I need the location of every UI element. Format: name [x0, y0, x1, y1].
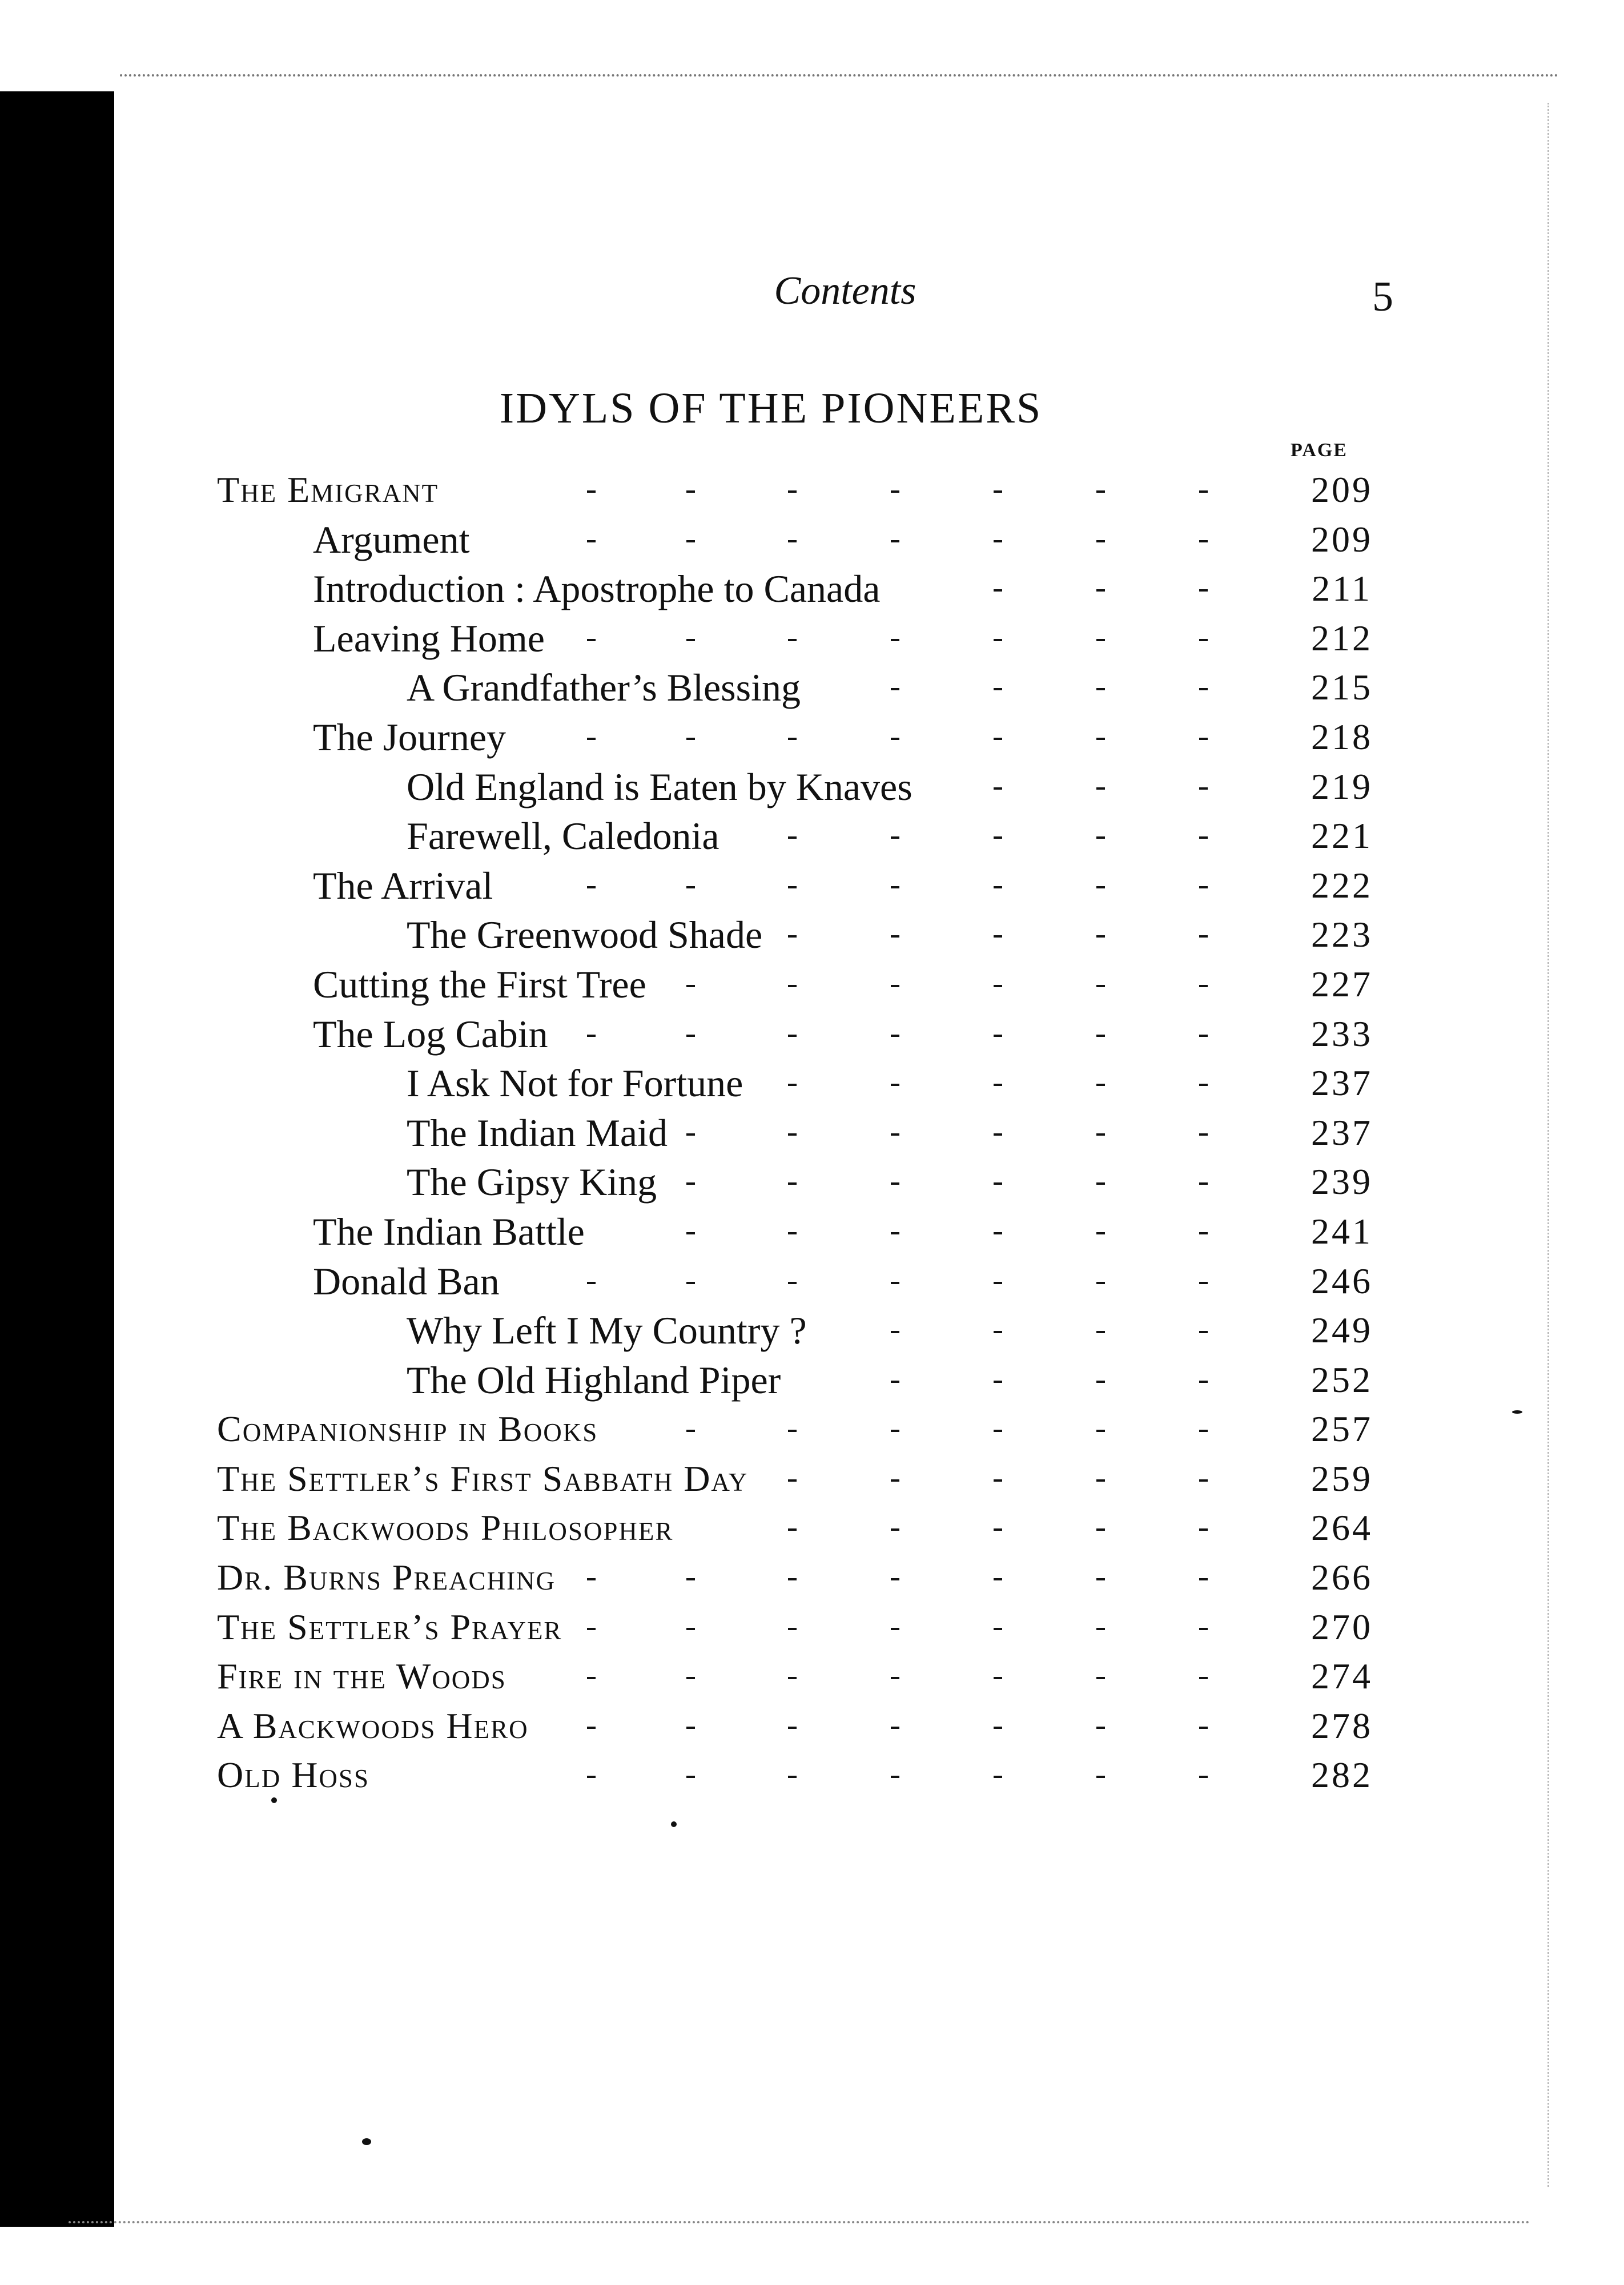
leader-dash	[1096, 1182, 1105, 1185]
leader-dash	[1199, 738, 1208, 740]
leader-dash	[1096, 1381, 1105, 1383]
scan-noise-bottom	[69, 2221, 1530, 2223]
leader-dash	[891, 1331, 899, 1333]
leader-dash	[1096, 639, 1105, 641]
leader-dash	[1096, 1628, 1105, 1630]
toc-entry	[0, 1108, 1624, 1158]
leader-dash	[1096, 688, 1105, 690]
toc-entry-title: The Journey	[313, 715, 507, 759]
toc-entry	[0, 1405, 1624, 1454]
leader-dash	[788, 1776, 797, 1778]
leader-dash	[1199, 1084, 1208, 1086]
leader-dash	[994, 490, 1002, 493]
toc-entry-title: Companionship in Books	[217, 1409, 598, 1450]
leader-dash	[788, 1628, 797, 1630]
toc-entry-page: 221	[1311, 815, 1373, 856]
leader-dash	[788, 1479, 797, 1482]
leader-dash	[788, 836, 797, 839]
leader-dash	[891, 1479, 899, 1482]
leader-dash	[1199, 886, 1208, 888]
leader-dash	[587, 1776, 596, 1778]
leader-dash	[788, 639, 797, 641]
leader-dash	[788, 1035, 797, 1037]
leader-dash	[1199, 787, 1208, 790]
leader-dash	[1199, 1430, 1208, 1432]
leader-dash	[994, 1430, 1002, 1432]
toc-entry	[0, 910, 1624, 960]
leader-dash	[1199, 639, 1208, 641]
leader-dash	[788, 985, 797, 987]
leader-dash	[891, 886, 899, 888]
toc-entry-title: I Ask Not for Fortune	[407, 1061, 743, 1105]
leader-dash	[891, 639, 899, 641]
leader-dash	[994, 787, 1002, 790]
toc-entry-page: 222	[1311, 864, 1373, 906]
toc-entry-page: 211	[1312, 568, 1372, 609]
leader-dash	[891, 1430, 899, 1432]
leader-dash	[891, 1232, 899, 1234]
leader-dash	[1199, 935, 1208, 938]
page-number: 5	[1372, 273, 1393, 320]
running-head: Contents	[774, 269, 916, 313]
leader-dash	[1199, 540, 1208, 542]
leader-dash	[686, 490, 695, 493]
leader-dash	[788, 738, 797, 740]
leader-dash	[587, 639, 596, 641]
toc-entry	[0, 861, 1624, 911]
leader-dash	[788, 1528, 797, 1531]
leader-dash	[891, 1776, 899, 1778]
leader-dash	[1096, 985, 1105, 987]
toc-entry	[0, 1454, 1624, 1504]
toc-entry	[0, 1603, 1624, 1652]
toc-entry-title: Argument	[313, 517, 470, 561]
toc-entry-title: Introduction : Apostrophe to Canada	[313, 567, 881, 611]
leader-dash	[1096, 1084, 1105, 1086]
leader-dash	[587, 1035, 596, 1037]
leader-dash	[1096, 1578, 1105, 1580]
ink-speck	[671, 1821, 677, 1827]
toc-entry-title: A Backwoods Hero	[217, 1705, 529, 1746]
leader-dash	[891, 1381, 899, 1383]
toc-entry-page: 227	[1311, 963, 1373, 1004]
leader-dash	[994, 886, 1002, 888]
leader-dash	[686, 738, 695, 740]
leader-dash	[891, 688, 899, 690]
leader-dash	[788, 1578, 797, 1580]
toc-entry	[0, 465, 1624, 515]
leader-dash	[686, 540, 695, 542]
leader-dash	[1199, 1528, 1208, 1531]
leader-dash	[1199, 836, 1208, 839]
leader-dash	[891, 540, 899, 542]
leader-dash	[891, 1133, 899, 1136]
leader-dash	[994, 1727, 1002, 1729]
toc-entry-title: The Settler’s Prayer	[217, 1606, 562, 1647]
leader-dash	[587, 886, 596, 888]
toc-entry-title: The Settler’s First Sabbath Day	[217, 1458, 749, 1499]
leader-dash	[891, 1084, 899, 1086]
leader-dash	[788, 1727, 797, 1729]
leader-dash	[1096, 589, 1105, 592]
leader-dash	[686, 1776, 695, 1778]
toc-entry-page: 209	[1311, 469, 1373, 510]
leader-dash	[587, 1727, 596, 1729]
leader-dash	[891, 1282, 899, 1284]
toc-entry-page: 223	[1311, 914, 1373, 955]
leader-dash	[686, 1578, 695, 1580]
toc-entry-title: The Greenwood Shade	[407, 913, 763, 957]
toc-entry-title: The Arrival	[313, 863, 493, 907]
leader-dash	[686, 1133, 695, 1136]
toc-entry	[0, 713, 1624, 762]
toc-entry-title: The Emigrant	[217, 469, 439, 510]
toc-entry-title: Fire in the Woods	[217, 1656, 507, 1697]
leader-dash	[1199, 1578, 1208, 1580]
leader-dash	[1096, 935, 1105, 938]
leader-dash	[891, 1035, 899, 1037]
toc-entry-title: The Log Cabin	[313, 1012, 548, 1056]
leader-dash	[1096, 1528, 1105, 1531]
toc-entry-page: 239	[1311, 1161, 1373, 1202]
leader-dash	[1199, 1479, 1208, 1482]
leader-dash	[1199, 1331, 1208, 1333]
leader-dash	[587, 490, 596, 493]
toc-entry-page: 259	[1311, 1458, 1373, 1499]
leader-dash	[891, 1628, 899, 1630]
leader-dash	[994, 540, 1002, 542]
leader-dash	[1199, 589, 1208, 592]
leader-dash	[1096, 1035, 1105, 1037]
leader-dash	[994, 1331, 1002, 1333]
leader-dash	[1199, 1677, 1208, 1679]
toc-entry-title: Donald Ban	[313, 1259, 500, 1303]
leader-dash	[994, 1677, 1002, 1679]
leader-dash	[994, 1282, 1002, 1284]
leader-dash	[788, 1232, 797, 1234]
leader-dash	[1199, 688, 1208, 690]
leader-dash	[686, 1035, 695, 1037]
leader-dash	[788, 540, 797, 542]
leader-dash	[1096, 836, 1105, 839]
toc-entry-title: The Gipsy King	[407, 1160, 657, 1204]
leader-dash	[1096, 1479, 1105, 1482]
toc-entry-title: Old England is Eaten by Knaves	[407, 765, 913, 808]
leader-dash	[1096, 540, 1105, 542]
leader-dash	[1096, 1727, 1105, 1729]
ink-speck	[362, 2138, 371, 2145]
leader-dash	[1096, 787, 1105, 790]
leader-dash	[686, 985, 695, 987]
leader-dash	[1199, 1628, 1208, 1630]
leader-dash	[1096, 738, 1105, 740]
leader-dash	[891, 1182, 899, 1185]
leader-dash	[788, 886, 797, 888]
toc-entry	[0, 1355, 1624, 1405]
toc-entry-page: 237	[1311, 1063, 1373, 1104]
toc-entry-page: 218	[1311, 716, 1373, 757]
leader-dash	[994, 1084, 1002, 1086]
leader-dash	[1199, 985, 1208, 987]
scan-noise-top	[120, 74, 1559, 77]
leader-dash	[587, 1282, 596, 1284]
leader-dash	[1199, 1282, 1208, 1284]
leader-dash	[994, 1035, 1002, 1037]
leader-dash	[994, 1479, 1002, 1482]
leader-dash	[994, 836, 1002, 839]
leader-dash	[994, 639, 1002, 641]
toc-entry-title: The Old Highland Piper	[407, 1358, 781, 1402]
leader-dash	[587, 1628, 596, 1630]
toc-entry	[0, 1157, 1624, 1207]
leader-dash	[891, 1578, 899, 1580]
leader-dash	[1199, 1727, 1208, 1729]
leader-dash	[587, 738, 596, 740]
leader-dash	[994, 1232, 1002, 1234]
toc-entry	[0, 811, 1624, 861]
toc-entry-page: 282	[1311, 1755, 1373, 1796]
leader-dash	[1096, 1232, 1105, 1234]
leader-dash	[1096, 1331, 1105, 1333]
toc-entry	[0, 1503, 1624, 1553]
leader-dash	[788, 1133, 797, 1136]
leader-dash	[1199, 1035, 1208, 1037]
toc-entry	[0, 564, 1624, 614]
page-column-label: PAGE	[1291, 440, 1348, 461]
toc-entry	[0, 1257, 1624, 1306]
leader-dash	[994, 985, 1002, 987]
toc-entry-page: 209	[1311, 518, 1373, 560]
leader-dash	[994, 688, 1002, 690]
leader-dash	[788, 935, 797, 938]
toc-entry-page: 270	[1311, 1606, 1373, 1647]
leader-dash	[994, 589, 1002, 592]
leader-dash	[891, 985, 899, 987]
toc-entry-page: 219	[1311, 766, 1373, 807]
toc-entry	[0, 614, 1624, 663]
toc-entry	[0, 515, 1624, 565]
leader-dash	[686, 1628, 695, 1630]
leader-dash	[891, 1727, 899, 1729]
toc-entry-title: Leaving Home	[313, 616, 545, 660]
leader-dash	[1199, 1232, 1208, 1234]
leader-dash	[1199, 1133, 1208, 1136]
toc-entry-page: 274	[1311, 1656, 1373, 1697]
table-of-contents	[0, 465, 1624, 1800]
leader-dash	[1096, 1282, 1105, 1284]
leader-dash	[994, 1628, 1002, 1630]
toc-entry	[0, 1751, 1624, 1800]
toc-entry	[0, 1207, 1624, 1257]
leader-dash	[686, 1677, 695, 1679]
toc-entry-title: Cutting the First Tree	[313, 962, 646, 1006]
leader-dash	[994, 935, 1002, 938]
leader-dash	[587, 540, 596, 542]
leader-dash	[1096, 1677, 1105, 1679]
leader-dash	[686, 639, 695, 641]
toc-entry-page: 257	[1311, 1409, 1373, 1450]
leader-dash	[994, 738, 1002, 740]
leader-dash	[1199, 490, 1208, 493]
leader-dash	[994, 1133, 1002, 1136]
leader-dash	[994, 1578, 1002, 1580]
toc-entry-title: Why Left I My Country ?	[407, 1309, 807, 1353]
toc-entry	[0, 762, 1624, 812]
leader-dash	[994, 1528, 1002, 1531]
leader-dash	[1096, 1133, 1105, 1136]
leader-dash	[891, 738, 899, 740]
leader-dash	[1096, 886, 1105, 888]
leader-dash	[587, 1578, 596, 1580]
toc-entry	[0, 960, 1624, 1009]
leader-dash	[686, 1282, 695, 1284]
leader-dash	[686, 1727, 695, 1729]
leader-dash	[1096, 1776, 1105, 1778]
leader-dash	[788, 1282, 797, 1284]
leader-dash	[994, 1776, 1002, 1778]
toc-entry-page: 278	[1311, 1705, 1373, 1746]
toc-entry-page: 215	[1311, 667, 1373, 708]
leader-dash	[788, 1182, 797, 1185]
toc-entry	[0, 1553, 1624, 1603]
toc-entry-page: 249	[1311, 1310, 1373, 1351]
leader-dash	[1199, 1381, 1208, 1383]
leader-dash	[686, 1182, 695, 1185]
leader-dash	[891, 935, 899, 938]
toc-entry-title: Dr. Burns Preaching	[217, 1557, 556, 1598]
toc-entry	[0, 1009, 1624, 1059]
leader-dash	[686, 1232, 695, 1234]
leader-dash	[1199, 1182, 1208, 1185]
toc-entry-page: 233	[1311, 1013, 1373, 1054]
toc-entry-title: Farewell, Caledonia	[407, 814, 719, 858]
leader-dash	[891, 1677, 899, 1679]
toc-entry-page: 246	[1311, 1260, 1373, 1301]
leader-dash	[1096, 490, 1105, 493]
leader-dash	[788, 1430, 797, 1432]
toc-entry-page: 212	[1311, 617, 1373, 658]
toc-entry-page: 266	[1311, 1557, 1373, 1598]
toc-entry-title: Old Hoss	[217, 1755, 369, 1796]
toc-entry-title: The Indian Maid	[407, 1111, 668, 1154]
leader-dash	[891, 1528, 899, 1531]
toc-entry-title: The Indian Battle	[313, 1209, 585, 1253]
toc-entry-page: 252	[1311, 1359, 1373, 1400]
leader-dash	[1096, 1430, 1105, 1432]
toc-entry-title: A Grandfather’s Blessing	[407, 666, 801, 710]
toc-entry-page: 264	[1311, 1507, 1373, 1548]
leader-dash	[891, 490, 899, 493]
leader-dash	[788, 1677, 797, 1679]
toc-entry-page: 241	[1311, 1210, 1373, 1252]
leader-dash	[587, 1677, 596, 1679]
leader-dash	[994, 1182, 1002, 1185]
toc-entry	[0, 1059, 1624, 1108]
toc-entry-page: 237	[1311, 1112, 1373, 1153]
toc-entry	[0, 1701, 1624, 1751]
leader-dash	[891, 836, 899, 839]
leader-dash	[686, 1430, 695, 1432]
leader-dash	[788, 1084, 797, 1086]
toc-entry	[0, 663, 1624, 713]
leader-dash	[686, 886, 695, 888]
toc-entry	[0, 1652, 1624, 1701]
leader-dash	[788, 490, 797, 493]
toc-entry-title: The Backwoods Philosopher	[217, 1507, 674, 1548]
leader-dash	[1199, 1776, 1208, 1778]
section-title: IDYLS OF THE PIONEERS	[499, 384, 1043, 432]
leader-dash	[994, 1381, 1002, 1383]
toc-entry	[0, 1306, 1624, 1355]
